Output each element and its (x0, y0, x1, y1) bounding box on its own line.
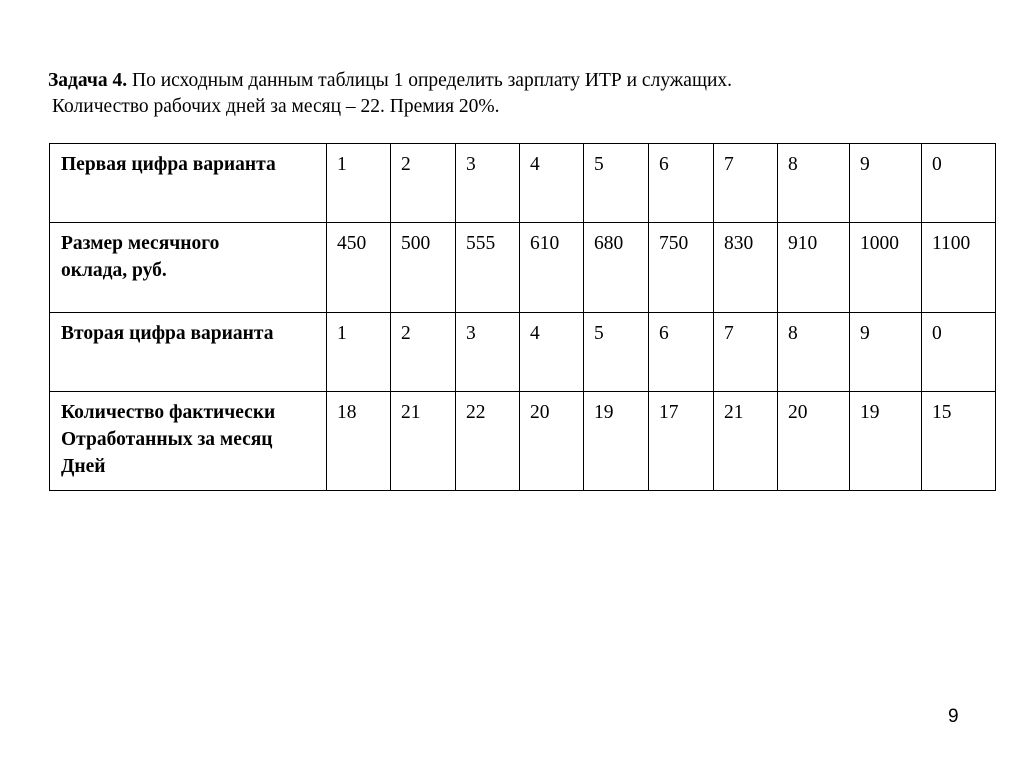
table-cell: 4 (520, 313, 584, 392)
task-title: Задача 4. (48, 70, 128, 91)
table-cell: 910 (778, 223, 850, 313)
table-cell: 500 (391, 223, 456, 313)
table-cell: 17 (649, 392, 714, 491)
table-cell: 830 (714, 223, 778, 313)
table-cell: 555 (456, 223, 520, 313)
row-header-line: Отработанных за месяц (61, 429, 273, 450)
row-header-line: Количество фактически (61, 402, 276, 423)
table-cell: 4 (520, 144, 584, 223)
page-number: 9 (948, 706, 959, 727)
row-header-line: Размер месячного (61, 233, 220, 254)
row-header: Первая цифра варианта (50, 144, 327, 223)
table-row-first-digit (50, 144, 996, 223)
table-cell: 20 (520, 392, 584, 491)
table-cell: 8 (778, 313, 850, 392)
table-cell: 19 (850, 392, 922, 491)
table-row-salary (50, 223, 996, 313)
table-cell: 2 (391, 313, 456, 392)
table-cell: 9 (850, 313, 922, 392)
table-cell: 0 (922, 313, 996, 392)
row-header (50, 223, 327, 313)
table-cell: 610 (520, 223, 584, 313)
variant-table (49, 143, 996, 491)
row-header: Вторая цифра варианта (50, 313, 327, 392)
table-cell: 3 (456, 313, 520, 392)
table-cell: 18 (327, 392, 391, 491)
table-cell: 7 (714, 313, 778, 392)
table-cell: 19 (584, 392, 649, 491)
table-cell: 750 (649, 223, 714, 313)
row-header-line: Дней (61, 456, 106, 477)
table-cell: 6 (649, 144, 714, 223)
task-description: По исходным данным таблицы 1 определить зарплату ИТР и служащих. (127, 70, 733, 91)
table-cell: 9 (850, 144, 922, 223)
table-cell: 21 (391, 392, 456, 491)
row-header-line: оклада, руб. (61, 260, 167, 281)
task-line-1 (48, 68, 732, 94)
table-cell: 7 (714, 144, 778, 223)
table-cell: 21 (714, 392, 778, 491)
table-cell: 0 (922, 144, 996, 223)
table-cell: 680 (584, 223, 649, 313)
task-line-2: Количество рабочих дней за месяц – 22. Премия 20%. (52, 96, 500, 117)
table-cell: 20 (778, 392, 850, 491)
table-cell: 2 (391, 144, 456, 223)
table-cell: 15 (922, 392, 996, 491)
table-cell: 5 (584, 313, 649, 392)
task-statement (48, 68, 732, 120)
table-cell: 1 (327, 313, 391, 392)
table-cell: 8 (778, 144, 850, 223)
table-cell: 450 (327, 223, 391, 313)
table-cell: 5 (584, 144, 649, 223)
table-cell: 1000 (850, 223, 922, 313)
table-cell: 1100 (922, 223, 996, 313)
table-cell: 3 (456, 144, 520, 223)
table-cell: 22 (456, 392, 520, 491)
table-row-second-digit (50, 313, 996, 392)
table-cell: 6 (649, 313, 714, 392)
table-cell: 1 (327, 144, 391, 223)
row-header (50, 392, 327, 491)
table-row-days-worked (50, 392, 996, 491)
